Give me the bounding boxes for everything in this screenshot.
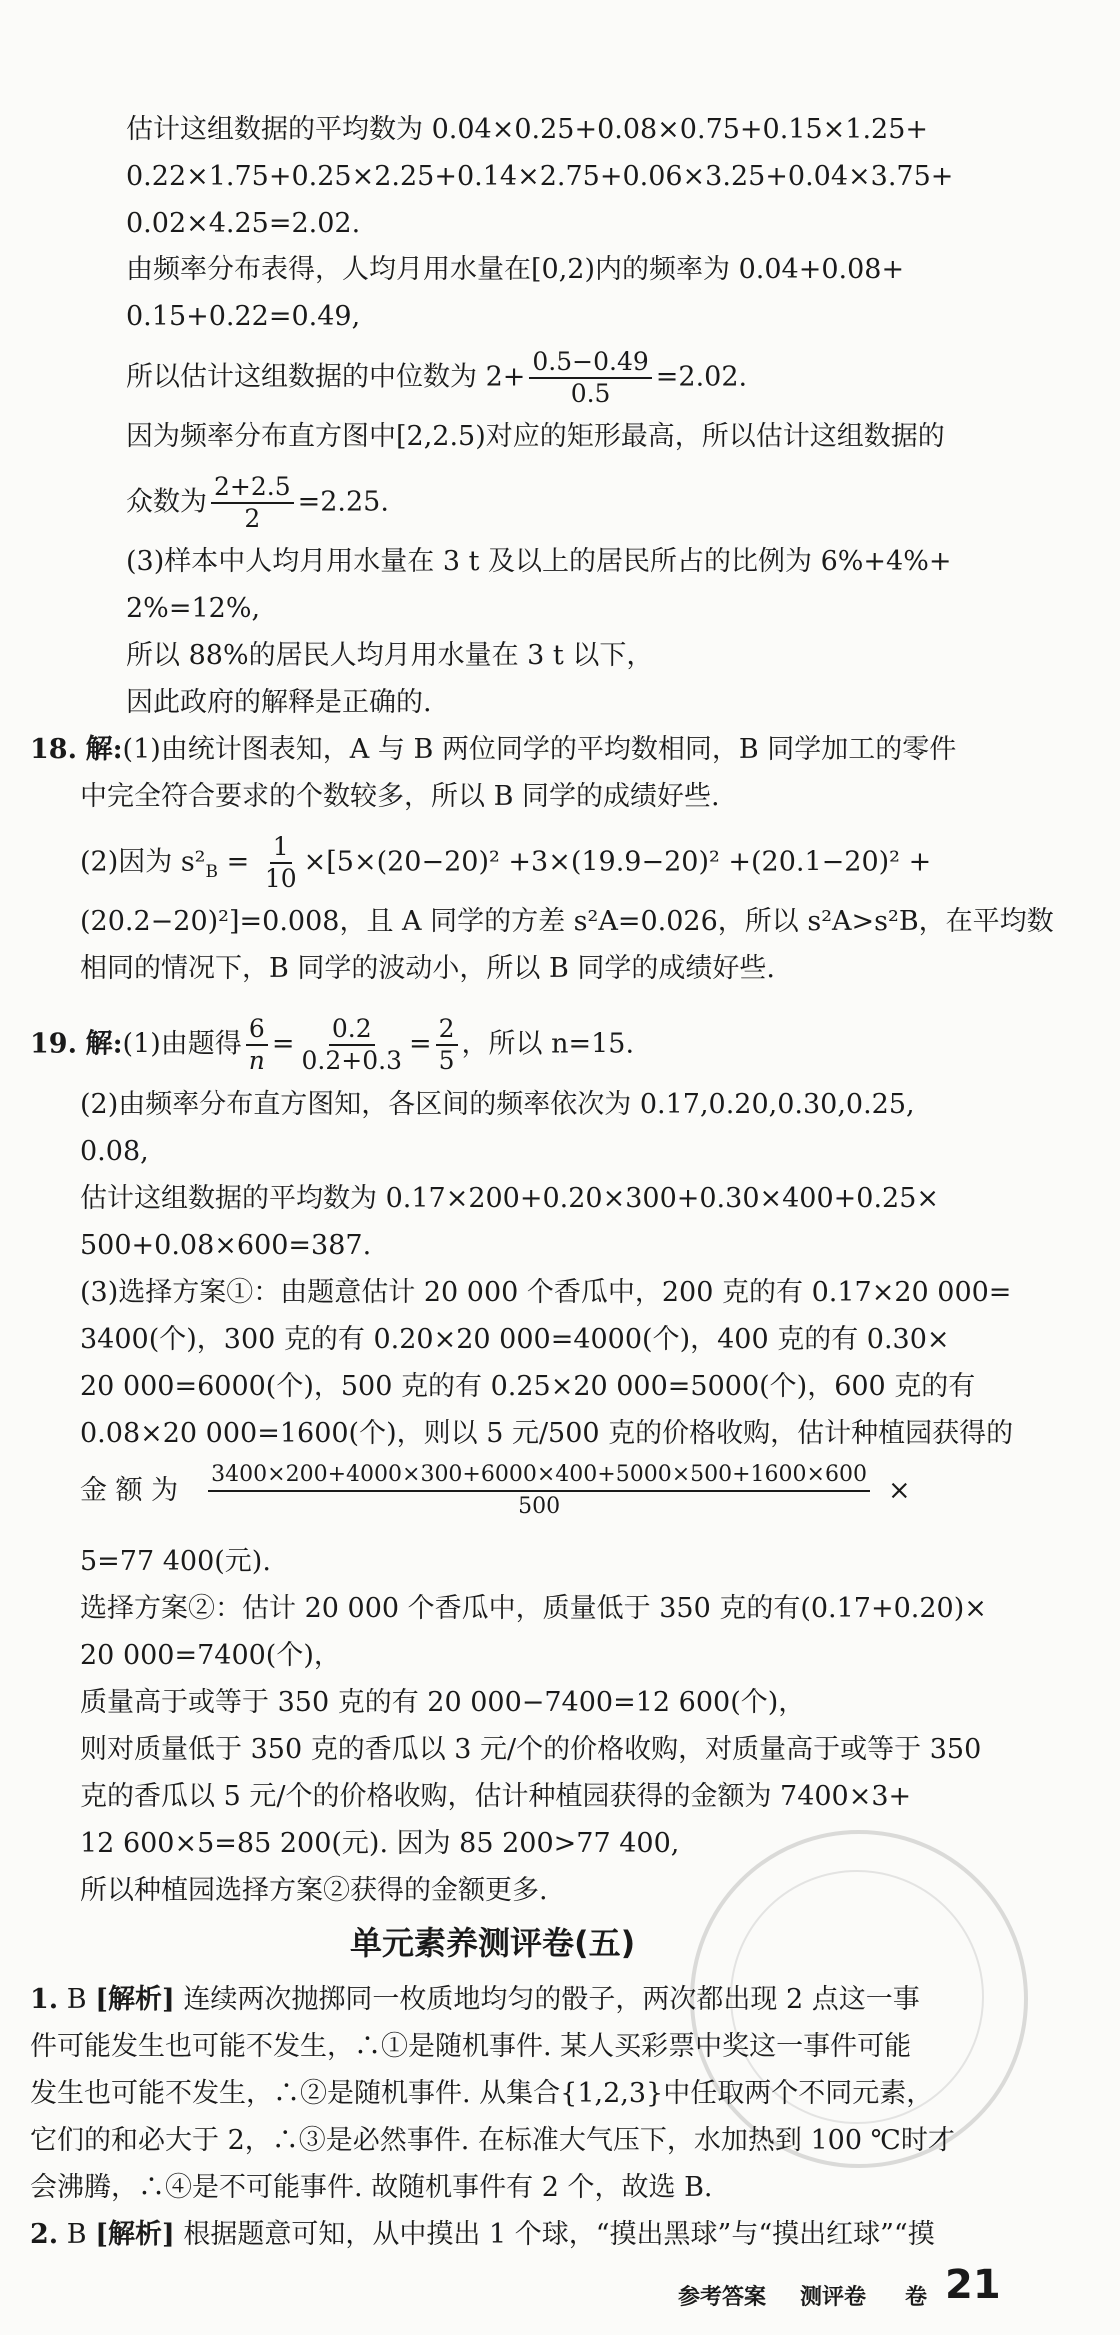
text-line: 0.02×4.25=2.02. <box>126 208 361 239</box>
solution-label: 解: <box>85 734 123 765</box>
analysis-tag: [解析] <box>95 2219 175 2250</box>
text-line: 3400(个)，300 克的有 0.20×20 000=4000(个)，400 克的有 0.30× <box>80 1324 950 1355</box>
question-number: 19. <box>30 1028 77 1060</box>
text-line: 选择方案②：估计 20 000 个香瓜中，质量低于 350 克的有(0.17+0.20)× <box>80 1593 987 1624</box>
answer-text: 根据题意可知，从中摸出 1 个球，“摸出黑球”与“摸出红球”“摸 <box>183 2219 935 2250</box>
fraction-denominator: 5 <box>438 1046 455 1075</box>
fraction-numerator: 0.2 <box>329 1014 375 1046</box>
formula-text: 众数为 <box>126 486 207 518</box>
fraction-numerator: 3400×200+4000×300+6000×400+5000×500+1600×600 <box>208 1460 870 1492</box>
fraction <box>211 472 294 534</box>
formula-text: = <box>218 846 258 878</box>
text-line: (3)选择方案①：由题意估计 20 000 个香瓜中，200 克的有 0.17×20 000= <box>80 1277 1012 1308</box>
question-number: 1. <box>30 1984 59 2015</box>
text-line: 2%=12%, <box>126 593 261 624</box>
text-line: 0.15+0.22=0.49, <box>126 301 361 332</box>
text-line: 中完全符合要求的个数较多，所以 B 同学的成绩好些. <box>80 781 720 812</box>
median-formula <box>126 347 747 409</box>
text-line: (20.2−20)²]=0.008，且 A 同学的方差 s²A=0.026，所以 s²A>s²B，在平均数 <box>80 906 1054 937</box>
text-line: 质量高于或等于 350 克的有 20 000−7400=12 600(个)， <box>80 1687 806 1718</box>
question-number: 18. <box>30 734 77 765</box>
text-line: 500+0.08×600=387. <box>80 1230 372 1261</box>
text-line: 所以 88%的居民人均月用水量在 3 t 以下， <box>126 640 654 671</box>
page-number: 21 <box>945 2262 1001 2308</box>
text-line: 则对质量低于 350 克的香瓜以 3 元/个的价格收购，对质量高于或等于 350 <box>80 1734 982 1765</box>
fraction-numerator: 6 <box>246 1014 268 1046</box>
section-title: 单元素养测评卷(五) <box>350 1924 636 1962</box>
text-line: 会沸腾，∴④是不可能事件. 故随机事件有 2 个，故选 B. <box>30 2172 713 2203</box>
text-line: 0.08×20 000=1600(个)，则以 5 元/500 克的价格收购，估计种植园获得的 <box>80 1418 1014 1449</box>
text-line: 0.22×1.75+0.25×2.25+0.14×2.75+0.06×3.25+0.04×3.75+ <box>126 161 954 192</box>
text-line: 0.08, <box>80 1136 149 1167</box>
footer-reference-label: 参考答案 <box>678 2285 767 2310</box>
text-line: 因为频率分布直方图中[2,2.5)对应的矩形最高，所以估计这组数据的 <box>126 421 945 452</box>
footer-test-label: 测评卷 <box>800 2285 867 2310</box>
fraction-denominator: 500 <box>518 1494 561 1519</box>
text-line: (3)样本中人均月用水量在 3 t 及以上的居民所占的比例为 6%+4%+ <box>126 546 952 577</box>
text-line: 它们的和必大于 2，∴③是必然事件. 在标准大气压下，水加热到 100 ℃时才 <box>30 2125 955 2156</box>
fraction-numerator: 2+2.5 <box>211 472 294 504</box>
fraction-numerator: 2 <box>436 1014 458 1046</box>
formula-text: ，所以 n=15. <box>461 1028 635 1060</box>
variance-formula <box>80 832 931 894</box>
fraction-denominator: 0.2+0.3 <box>301 1046 402 1075</box>
text-line: 发生也可能不发生，∴②是随机事件. 从集合{1,2,3}中任取两个不同元素， <box>30 2078 934 2109</box>
formula-text: =2.02. <box>655 361 748 393</box>
formula-text: 金 额 为 <box>80 1475 179 1506</box>
answer-choice: B <box>66 1984 87 2015</box>
formula-text: × <box>887 1475 911 1506</box>
fraction-denominator: n <box>248 1046 265 1075</box>
subscript: B <box>205 861 219 882</box>
text-line: 所以种植园选择方案②获得的金额更多. <box>80 1875 548 1906</box>
formula-text: =2.25. <box>297 486 389 518</box>
fraction-numerator: 1 <box>270 832 292 864</box>
fraction <box>262 832 300 894</box>
answer-choice: B <box>66 2219 87 2250</box>
fraction-numerator: 0.5−0.49 <box>529 347 651 379</box>
fraction-denominator: 10 <box>264 864 297 893</box>
answer-text: (1)由统计图表知，A 与 B 两位同学的平均数相同，B 同学加工的零件 <box>122 734 957 765</box>
text-line: 相同的情况下，B 同学的波动小，所以 B 同学的成绩好些. <box>80 953 776 984</box>
answer-1-line <box>30 1980 920 2020</box>
fraction <box>246 1014 268 1076</box>
question-19-line <box>30 1014 634 1076</box>
formula-text: (2)因为 s² <box>80 846 206 878</box>
formula-text: (1)由题得 <box>122 1028 242 1060</box>
footer-volume-label: 卷 <box>905 2285 928 2310</box>
mode-formula <box>126 472 389 534</box>
answer-text: 连续两次抛掷同一枚质地均匀的骰子，两次都出现 2 点这一事 <box>183 1984 920 2015</box>
text-line: 20 000=6000(个)，500 克的有 0.25×20 000=5000(个)，600 克的有 <box>80 1371 976 1402</box>
fraction <box>208 1460 870 1522</box>
question-number: 2. <box>30 2219 59 2250</box>
fraction <box>299 1014 405 1076</box>
text-line: 20 000=7400(个)， <box>80 1640 341 1671</box>
text-line: 12 600×5=85 200(元). 因为 85 200>77 400, <box>80 1828 680 1859</box>
formula-text: = <box>409 1028 432 1060</box>
fraction <box>436 1014 458 1076</box>
text-line: 估计这组数据的平均数为 0.04×0.25+0.08×0.75+0.15×1.25+ <box>126 114 929 145</box>
fraction-denominator: 0.5 <box>570 379 611 408</box>
text-line: 估计这组数据的平均数为 0.17×200+0.20×300+0.30×400+0.25× <box>80 1183 940 1214</box>
text-line: 5=77 400(元). <box>80 1546 271 1577</box>
text-line: 克的香瓜以 5 元/个的价格收购，估计种植园获得的金额为 7400×3+ <box>80 1781 912 1812</box>
formula-text: = <box>271 1028 295 1060</box>
fraction <box>529 347 651 409</box>
revenue-formula <box>80 1446 911 1536</box>
text-line: 件可能发生也可能不发生，∴①是随机事件. 某人买彩票中奖这一事件可能 <box>30 2031 912 2062</box>
text-line: (2)由频率分布直方图知，各区间的频率依次为 0.17,0.20,0.30,0.25, <box>80 1089 915 1120</box>
text-line: 由频率分布表得，人均月用水量在[0,2)内的频率为 0.04+0.08+ <box>126 254 905 285</box>
solution-label: 解: <box>85 1028 123 1060</box>
fraction-denominator: 2 <box>244 504 261 533</box>
formula-text: 所以估计这组数据的中位数为 2+ <box>126 361 526 393</box>
formula-text: ×[5×(20−20)² +3×(19.9−20)² +(20.1−20)² + <box>303 846 932 878</box>
text-line: 因此政府的解释是正确的. <box>126 687 432 718</box>
analysis-tag: [解析] <box>95 1984 175 2015</box>
question-18-line <box>30 730 956 770</box>
answer-2-line <box>30 2215 935 2255</box>
